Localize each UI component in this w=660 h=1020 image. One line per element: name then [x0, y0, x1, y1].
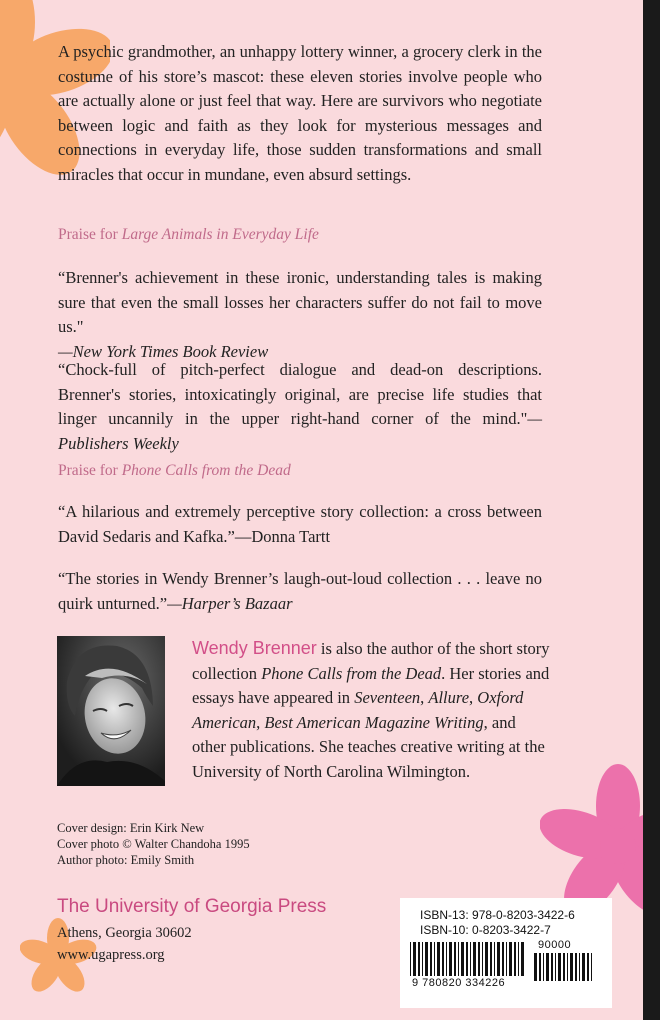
bio-publication: Best American Magazine Writing	[264, 712, 484, 732]
isbn-barcode-block	[400, 898, 612, 1008]
bio-separator: ,	[256, 712, 265, 732]
credits	[57, 820, 250, 868]
barcode-bar	[543, 953, 544, 981]
barcode-bar	[579, 953, 580, 981]
bio-separator: ,	[420, 688, 429, 707]
barcode-bar	[466, 942, 468, 976]
barcode-bars	[410, 942, 528, 982]
barcode-digits: 9 780820 334226	[412, 977, 506, 989]
barcode-bar	[582, 953, 585, 981]
barcode-bar	[567, 953, 568, 981]
barcode-bar	[563, 953, 565, 981]
bio-text-3: , and other publications. She teaches creative writing at the University of North Carolina Wilmington.	[192, 712, 545, 781]
barcode-bar	[442, 942, 444, 976]
barcode-bar	[575, 953, 577, 981]
review-quote-donna-tartt	[58, 500, 542, 549]
bio-publication: Oxford American	[192, 688, 524, 732]
barcode-bar	[518, 942, 519, 976]
barcode-bar	[461, 942, 464, 976]
barcode-bar	[490, 942, 492, 976]
barcode-bar	[591, 953, 592, 981]
author-bio	[192, 636, 552, 784]
barcode-bar	[454, 942, 456, 976]
praise-heading-phone-calls	[58, 462, 291, 480]
barcode-bar	[473, 942, 476, 976]
price-barcode-bars	[534, 953, 600, 993]
quote-text: “Chock-full of pitch-perfect dialogue and dead-on descriptions. Brenner's stories, intoxicatingly original, are precise life studies that linger uncannily in the upper right-hand corner of the mind."	[58, 360, 542, 428]
quote-text: “The stories in Wendy Brenner’s laugh-out-loud collection . . . leave no quirk unturned.”	[58, 569, 542, 613]
bio-text-1: is also the author of the short story collection	[192, 639, 550, 683]
bio-book-title: Phone Calls from the Dead	[261, 663, 442, 683]
barcode-bar	[458, 942, 459, 976]
barcode-bar	[478, 942, 480, 976]
barcode-bar	[555, 953, 556, 981]
review-quote-publishers-weekly	[58, 358, 542, 456]
quote-text: “A hilarious and extremely perceptive story collection: a cross between David Sedaris and Kafka.”	[58, 502, 542, 546]
praise-prefix: Praise for	[58, 226, 122, 243]
bio-publication: Seventeen	[354, 688, 421, 707]
barcode-bar	[494, 942, 495, 976]
barcode-bar	[587, 953, 589, 981]
praise-heading-large-animals	[58, 226, 319, 244]
barcode-bar	[422, 942, 423, 976]
praise-book-title: Large Animals in Everyday Life	[121, 226, 319, 243]
barcode-bar	[485, 942, 488, 976]
barcode-bar	[437, 942, 440, 976]
cover-design-credit: Cover design: Erin Kirk New	[57, 821, 205, 835]
barcode-bar	[546, 953, 549, 981]
barcode-bar	[449, 942, 452, 976]
barcode-bar	[446, 942, 447, 976]
spine-edge	[643, 0, 660, 1020]
book-blurb: A psychic grandmother, an unhappy lottery winner, a grocery clerk in the costume of his store’s mascot: these eleven stories involve people who are actually alone or just feel that way. Here are survivors who negotiate between logic and faith as they look for mysterious messages and connections in everyday life, those sudden transformations and small miracles that occur in mundane, even absurd settings.	[58, 42, 542, 184]
barcode-bar	[514, 942, 516, 976]
publisher-name: The University of Georgia Press	[57, 896, 327, 917]
barcode-bar	[425, 942, 428, 976]
author-photo	[57, 636, 165, 786]
publisher-address: Athens, Georgia 30602	[57, 925, 192, 941]
praise-book-title: Phone Calls from the Dead	[121, 462, 291, 479]
bio-publication: Allure	[428, 688, 470, 707]
praise-prefix: Praise for	[58, 462, 122, 479]
barcode-bar	[551, 953, 553, 981]
barcode-bar	[418, 942, 420, 976]
barcode-bar	[539, 953, 541, 981]
bio-separator: ,	[469, 688, 478, 707]
review-quote-harpers-bazaar	[58, 567, 542, 616]
barcode-bar	[509, 942, 512, 976]
review-quote-nyt	[58, 266, 542, 364]
barcode-bar	[430, 942, 432, 976]
quote-source: —Donna Tartt	[234, 526, 331, 546]
isbn-10: ISBN-10: 0-8203-3422-7	[420, 923, 551, 937]
author-name: Wendy Brenner	[192, 638, 317, 658]
bio-text-2: . Her stories and essays have appeared in	[192, 663, 550, 707]
publisher-url[interactable]: www.ugapress.org	[57, 947, 165, 963]
barcode-bar	[502, 942, 504, 976]
barcode-bar	[470, 942, 471, 976]
isbn-13: ISBN-13: 978-0-8203-3422-6	[420, 908, 575, 922]
barcode-bar	[482, 942, 483, 976]
quote-source: —New York Times Book Review	[58, 341, 269, 361]
barcode-bar	[558, 953, 561, 981]
barcode-bar	[521, 942, 524, 976]
barcode-bar	[506, 942, 507, 976]
barcode-bar	[497, 942, 500, 976]
cover-photo-credit: Cover photo © Walter Chandoha 1995	[57, 837, 250, 851]
price-code: 90000	[538, 939, 572, 951]
barcode-bar	[434, 942, 435, 976]
quote-text: “Brenner's achievement in these ironic, understanding tales is making sure that even the small losses her characters suffer do not fail to move us."	[58, 268, 542, 336]
barcode-bar	[534, 953, 537, 981]
author-photo-credit: Author photo: Emily Smith	[57, 853, 195, 867]
barcode-bar	[410, 942, 411, 976]
quote-source: —Publishers Weekly	[58, 409, 542, 453]
quote-source: —Harper’s Bazaar	[167, 593, 293, 613]
barcode-bar	[413, 942, 416, 976]
barcode-bar	[570, 953, 573, 981]
publisher-address-block	[57, 922, 192, 966]
